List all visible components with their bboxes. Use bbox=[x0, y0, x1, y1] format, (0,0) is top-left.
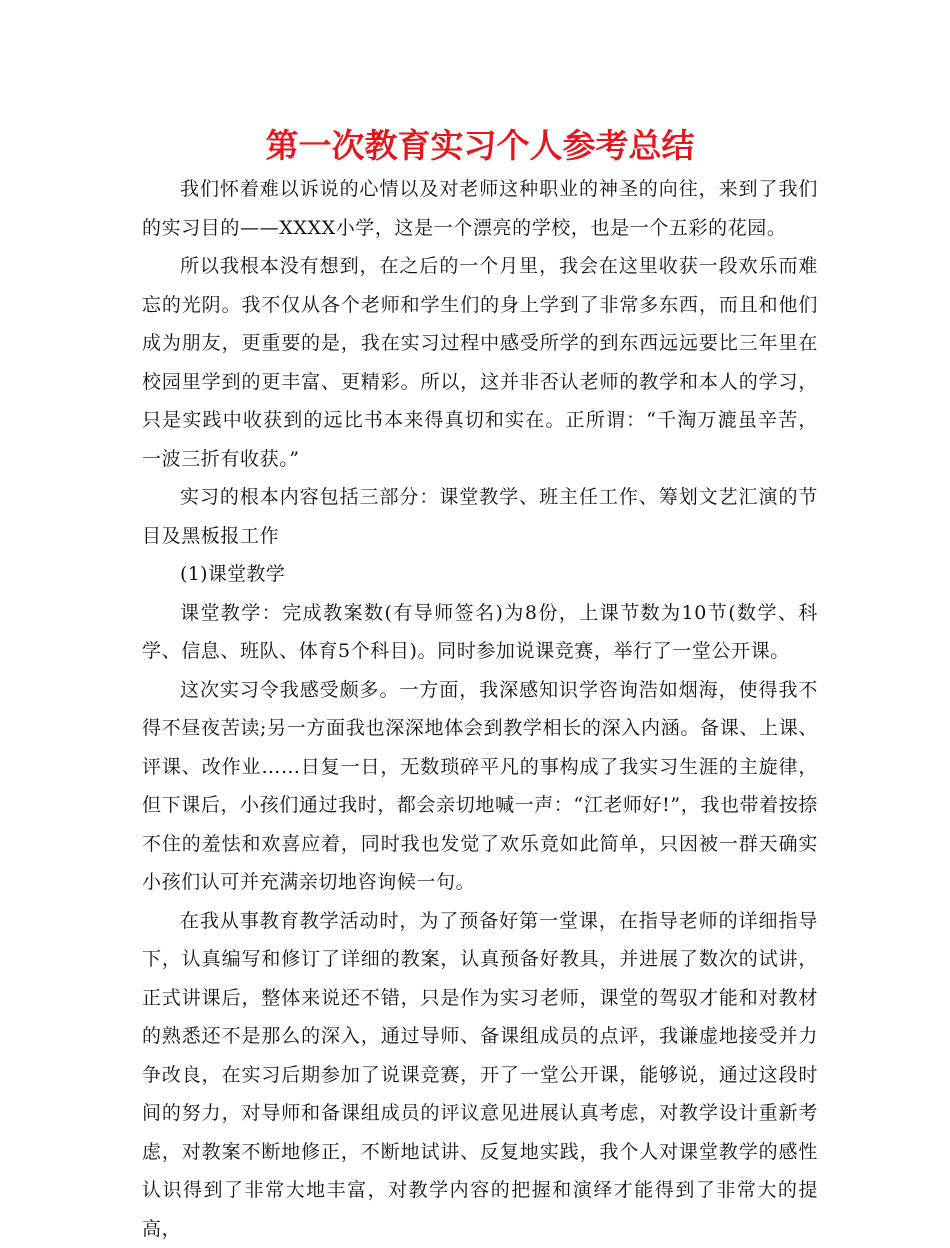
section-heading-classroom-teaching: (1)课堂教学 bbox=[142, 555, 818, 594]
paragraph-feelings: 这次实习令我感受颇多。一方面，我深感知识学咨询浩如烟海，使得我不得不昼夜苦读;另一方面我也深深地体会到教学相长的深入内涵。备课、上课、评课、改作业……日复一日，无数琐碎平凡的事构成了我实习生涯的主旋律，但下课后，小孩们通过我时，都会亲切地喊一声：“江老师好!”，我也带着按捺不住的羞怯和欢喜应着，同时我也发觉了欢乐竟如此简单，只因被一群天确实小孩们认可并充满亲切地咨询候一句。 bbox=[142, 671, 818, 902]
paragraph-gains: 所以我根本没有想到，在之后的一个月里，我会在这里收获一段欢乐而难忘的光阴。我不仅从各个老师和学生们的身上学到了非常多东西，而且和他们成为朋友，更重要的是，我在实习过程中感受所学的到东西远远要比三年里在校园里学到的更丰富、更精彩。所以，这并非否认老师的教学和本人的学习，只是实践中收获到的远比书本来得真切和实在。正所谓：“千淘万漉虽辛苦，一波三折有收获。” bbox=[142, 247, 818, 478]
paragraph-classroom-stats: 课堂教学：完成教案数(有导师签名)为8份，上课节数为10节(数学、科学、信息、班队、体育5个科目)。同时参加说课竞赛，举行了一堂公开课。 bbox=[142, 594, 818, 671]
document-title: 第一次教育实习个人参考总结 bbox=[142, 122, 818, 170]
document-body bbox=[142, 122, 818, 1248]
paragraph-internship-content: 实习的根本内容包括三部分：课堂教学、班主任工作、筹划文艺汇演的节目及黑板报工作 bbox=[142, 478, 818, 555]
document-text bbox=[142, 170, 818, 1248]
paragraph-teaching-activities: 在我从事教育教学活动时，为了预备好第一堂课，在指导老师的详细指导下，认真编写和修订了详细的教案，认真预备好教具，并进展了数次的试讲，正式讲课后，整体来说还不错，只是作为实习老师，课堂的驾驭才能和对教材的熟悉还不是那么的深入，通过导师、备课组成员的点评，我谦虚地接受并力争改良，在实习后期参加了说课竞赛，开了一堂公开课，能够说，通过这段时间的努力，对导师和备课组成员的评议意见进展认真考虑，对教学设计重新考虑，对教案不断地修正，不断地试讲、反复地实践，我个人对课堂教学的感性认识得到了非常大地丰富，对教学内容的把握和演绎才能得到了非常大的提高， bbox=[142, 902, 818, 1248]
paragraph-intro: 我们怀着难以诉说的心情以及对老师这种职业的神圣的向往，来到了我们的实习目的——XXXX小学，这是一个漂亮的学校，也是一个五彩的花园。 bbox=[142, 170, 818, 247]
